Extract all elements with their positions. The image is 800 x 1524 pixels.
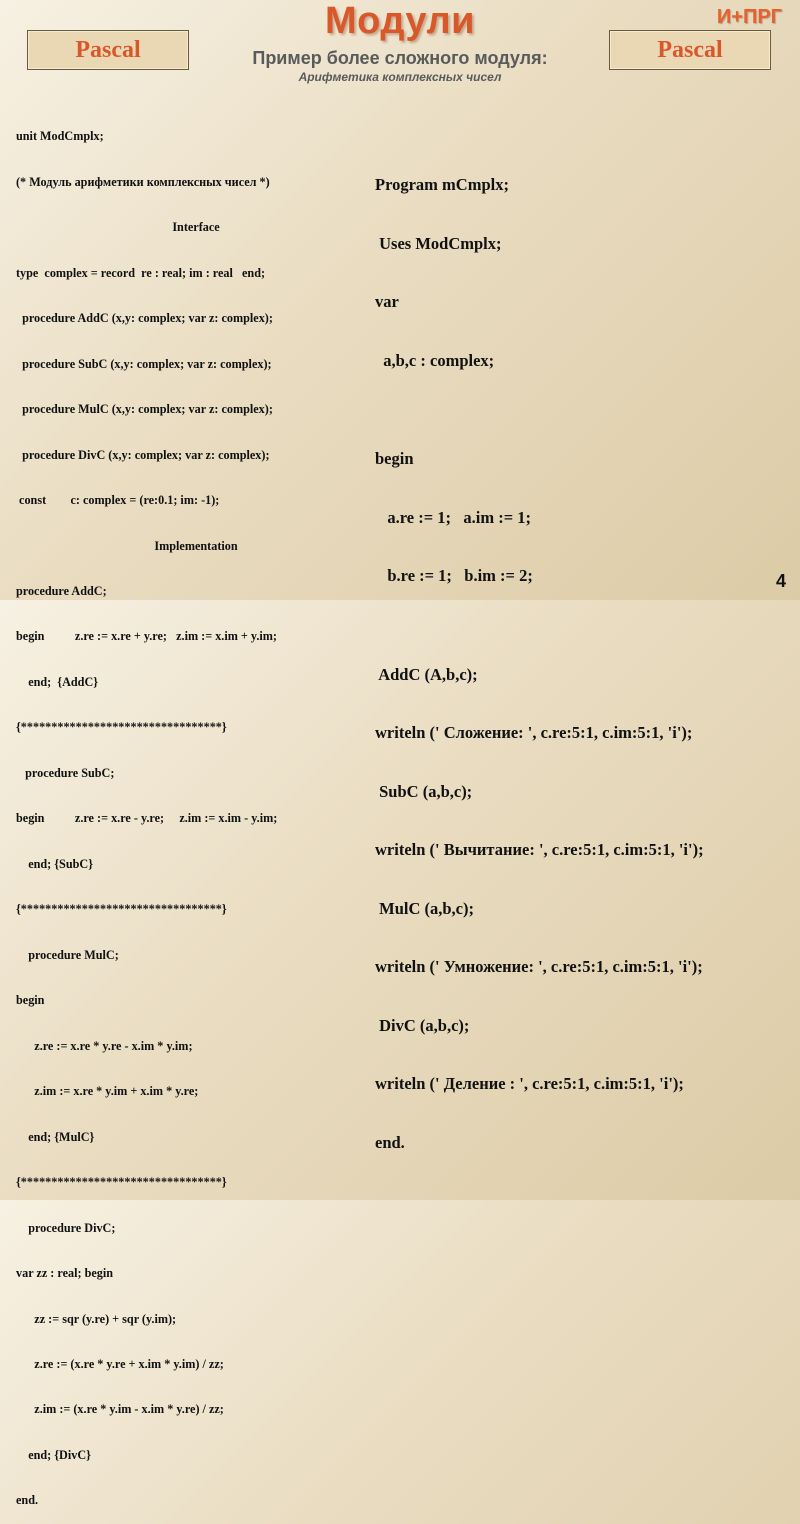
pascal-tag-left: Pascal: [27, 30, 189, 70]
code-line: writeln (' Сложение: ', c.re:5:1, c.im:5:1, 'i');: [375, 723, 693, 742]
code-line: b.re := 1; b.im := 2;: [375, 566, 533, 585]
code-line: writeln (' Деление : ', c.re:5:1, c.im:5:1, 'i');: [375, 1074, 684, 1093]
code-line: Interface: [172, 220, 220, 235]
code-line: {*********************************}: [16, 720, 227, 735]
code-line: const c: complex = (re:0.1; im: -1);: [16, 493, 220, 508]
code-line: end.: [16, 1493, 39, 1508]
code-line: SubC (a,b,c);: [375, 781, 473, 801]
code-line: procedure MulC;: [16, 947, 119, 962]
code-line: procedure MulC (x,y: complex; var z: complex);: [16, 402, 273, 417]
code-line: procedure DivC;: [16, 1220, 116, 1235]
brand-logo-text: И+ПРГ: [716, 6, 782, 28]
code-line: end; {AddC}: [16, 674, 99, 689]
code-line: a.re := 1; a.im := 1;: [375, 507, 531, 527]
code-line: Implementation: [154, 538, 238, 553]
code-line: MulC (a,b,c);: [375, 898, 474, 918]
code-line: procedure SubC (x,y: complex; var z: complex);: [16, 356, 272, 371]
code-line: AddC (A,b,c);: [375, 664, 478, 684]
pascal-tag-right: Pascal: [609, 30, 771, 70]
page-number: 4: [775, 571, 786, 591]
code-line: var zz : real; begin: [16, 1266, 114, 1281]
code-line: DivC (a,b,c);: [375, 1015, 470, 1035]
code-line: a,b,c : complex;: [375, 350, 495, 370]
code-line: begin z.re := x.re - y.re; z.im := x.im - y.im;: [16, 811, 278, 826]
code-line: Program mCmplx;: [375, 175, 509, 194]
code-line: writeln (' Вычитание: ', c.re:5:1, c.im:5:1, 'i');: [375, 840, 704, 859]
code-line: type complex = record re : real; im : real end;: [16, 265, 266, 280]
code-line: end; {SubC}: [16, 856, 93, 871]
code-line: end.: [375, 1132, 405, 1152]
code-line: [375, 409, 795, 410]
code-line: z.re := x.re * y.re - x.im * y.im;: [16, 1038, 193, 1053]
unit-code-block: [16, 99, 376, 1524]
program-code-block: [375, 136, 795, 1172]
code-line: [375, 625, 795, 626]
code-line: procedure SubC;: [16, 765, 115, 780]
code-line: z.re := (x.re * y.re + x.im * y.im) / zz;: [16, 1356, 224, 1371]
code-line: var: [375, 292, 399, 311]
code-line: z.im := x.re * y.im + x.im * y.re;: [16, 1084, 199, 1099]
code-line: procedure AddC (x,y: complex; var z: complex);: [16, 311, 273, 326]
code-line: end; {DivC}: [16, 1447, 91, 1462]
code-line: end; {MulC}: [16, 1129, 95, 1144]
code-line: {*********************************}: [16, 902, 227, 917]
code-line: zz := sqr (y.re) + sqr (y.im);: [16, 1311, 177, 1326]
slide-subtitle: Пример более сложного модуля:: [252, 48, 548, 68]
code-line: unit ModCmplx;: [16, 129, 104, 144]
code-line: z.im := (x.re * y.im - x.im * y.re) / zz;: [16, 1402, 224, 1417]
code-line: begin z.re := x.re + y.re; z.im := x.im + y.im;: [16, 629, 277, 644]
code-line: begin: [16, 993, 45, 1008]
code-line: begin: [375, 449, 414, 468]
code-line: {*********************************}: [16, 1175, 227, 1190]
code-line: writeln (' Умножение: ', c.re:5:1, c.im:5:1, 'i');: [375, 957, 703, 976]
code-line: Uses ModCmplx;: [375, 233, 502, 253]
code-line: procedure DivC (x,y: complex; var z: complex);: [16, 447, 270, 462]
code-line: (* Модуль арифметики комплексных чисел *): [16, 174, 270, 189]
slide-title: Модули: [324, 0, 476, 42]
code-line: procedure AddC;: [16, 584, 107, 598]
slide-subsubtitle: Арифметика комплексных чисел: [298, 70, 502, 84]
